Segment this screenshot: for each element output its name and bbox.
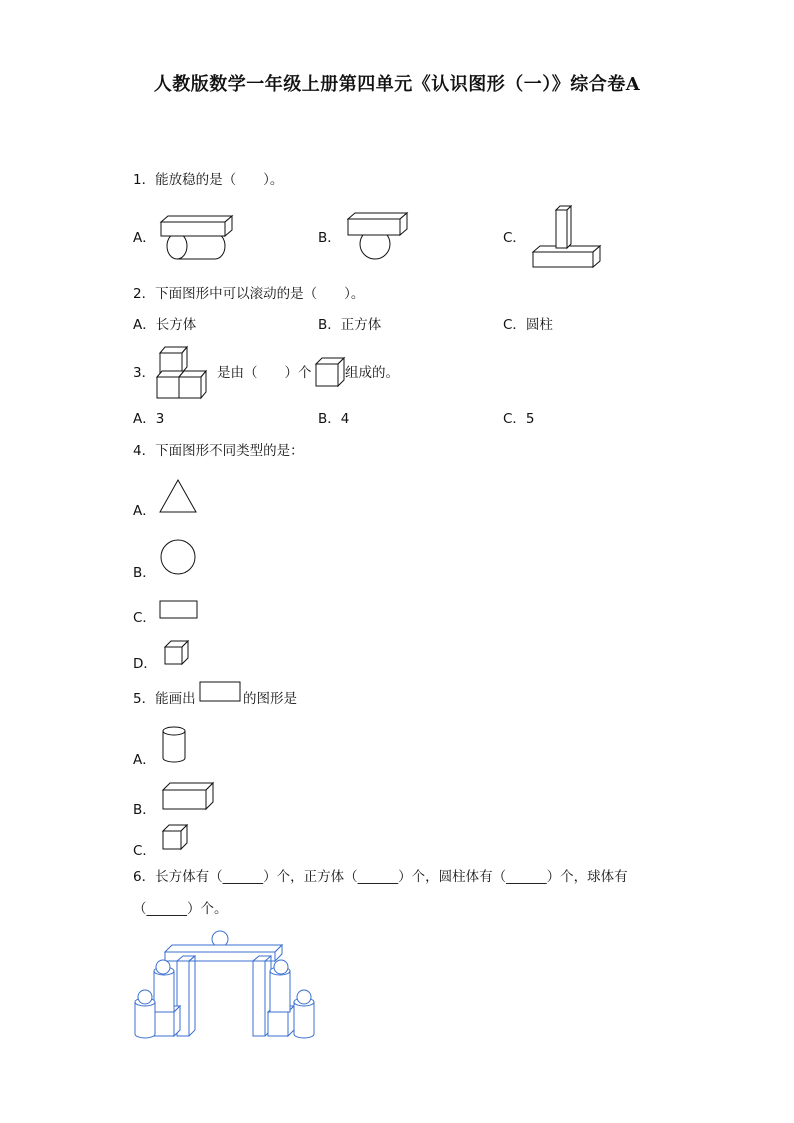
question-1-option-c-label: C． [503, 230, 526, 246]
cube-icon [161, 823, 189, 851]
question-4-option-c-label: C． [133, 610, 156, 626]
page-title: 人教版数学一年级上册第四单元《认识图形（一）》综合卷A [153, 74, 641, 95]
question-4-option-d-label: D． [133, 656, 157, 672]
circle-icon [159, 538, 197, 576]
question-3-end-text: 组成的。 [345, 365, 399, 381]
question-3-option-a: A．3 [133, 411, 165, 427]
stacked-cuboids-figure [530, 204, 602, 270]
question-2-option-b: B．正方体 [318, 317, 382, 333]
question-2-option-c: C．圆柱 [503, 317, 553, 333]
question-3-option-b: B．4 [318, 411, 350, 427]
question-5-prefix: 5．能画出 [133, 691, 196, 707]
question-5-option-a-label: A． [133, 752, 156, 768]
question-5-option-c-label: C． [133, 843, 156, 859]
target-rectangle-icon [199, 681, 243, 703]
question-2-option-a: A．长方体 [133, 317, 197, 333]
stacked-cubes-figure [155, 344, 211, 400]
question-1-option-b-label: B． [318, 230, 341, 246]
cylinder-icon [161, 725, 187, 765]
cuboid-icon [161, 781, 215, 811]
question-6-line-1: 6．长方体有（______）个，正方体（______）个，圆柱体有（______）个，球体有 [133, 869, 628, 885]
question-3-middle-text: 是由（ ）个 [217, 365, 312, 381]
question-3-option-c: C．5 [503, 411, 535, 427]
cuboid-on-cylinder-figure [160, 212, 235, 262]
question-5-option-b-label: B． [133, 802, 156, 818]
rectangle-icon [159, 600, 199, 620]
question-6-line-2: （______）个。 [133, 901, 228, 917]
cube-icon [163, 639, 191, 667]
question-3-number: 3． [133, 365, 156, 381]
cuboid-on-sphere-figure [345, 210, 410, 262]
question-4-stem: 4．下面图形不同类型的是： [133, 443, 304, 459]
question-1-option-a-label: A． [133, 230, 156, 246]
triangle-icon [158, 478, 198, 514]
building-blocks-arch-figure [132, 928, 332, 1040]
single-cube-icon [314, 356, 346, 388]
question-5-suffix: 的图形是 [243, 691, 297, 707]
question-2-stem: 2．下面图形中可以滚动的是（ ）。 [133, 286, 365, 302]
question-4-option-b-label: B． [133, 565, 156, 581]
question-4-option-a-label: A． [133, 503, 156, 519]
question-1-stem: 1．能放稳的是（ ）。 [133, 172, 284, 188]
